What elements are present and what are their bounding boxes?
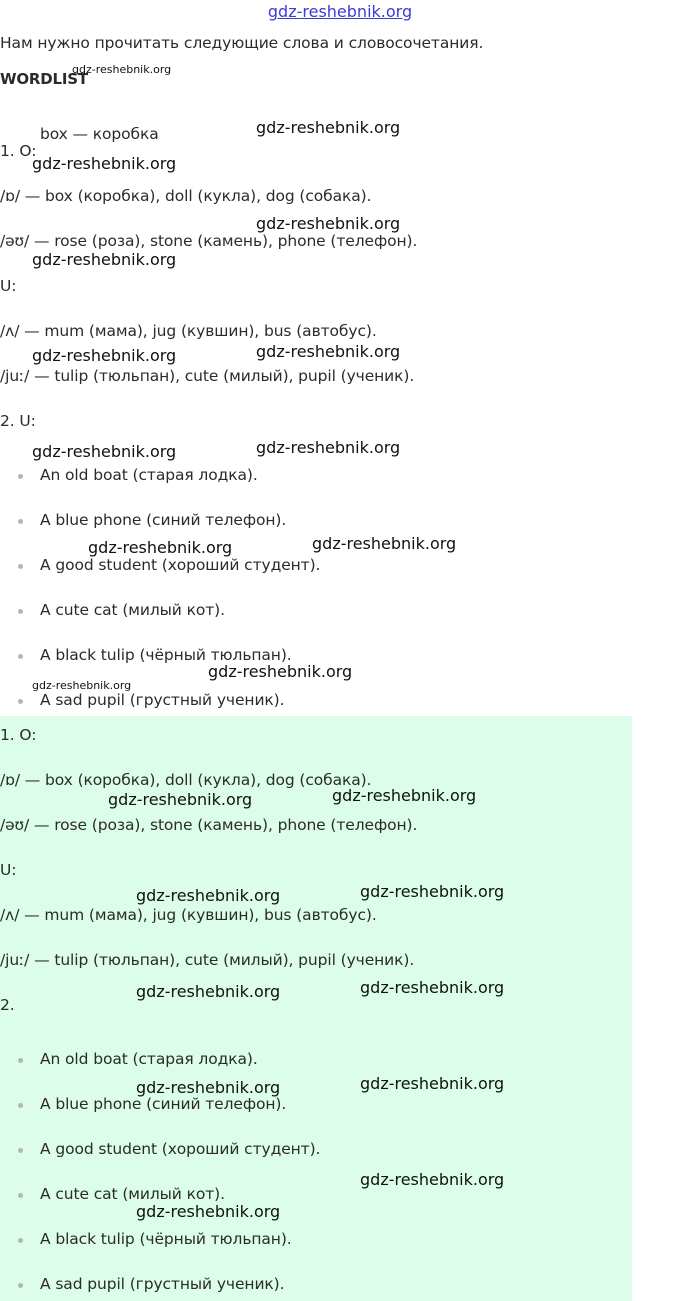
- watermark: gdz-reshebnik.org: [312, 534, 457, 553]
- bullet-icon: [18, 1148, 23, 1153]
- bullet-icon: [18, 474, 23, 479]
- watermark: gdz-reshebnik.org: [32, 346, 177, 365]
- bullet-icon: [18, 1193, 23, 1198]
- watermark: gdz-reshebnik.org: [88, 538, 233, 557]
- watermark: gdz-reshebnik.org: [32, 154, 177, 173]
- bullet-icon: [18, 564, 23, 569]
- wordlist-clipped-line: box — коробка: [40, 125, 159, 143]
- watermark: gdz-reshebnik.org: [360, 882, 505, 901]
- list-item-text: An old boat (старая лодка).: [40, 1050, 258, 1068]
- bullet-icon: [18, 654, 23, 659]
- watermark: gdz-reshebnik.org: [136, 1202, 281, 1221]
- list-item-text: A sad pupil (грустный ученик).: [40, 1275, 285, 1293]
- u-line-long: /juː/ — tulip (тюльпан), cute (милый), pupil (ученик).: [0, 367, 415, 385]
- list-item-text: A black tulip (чёрный тюльпан).: [40, 646, 292, 664]
- o-line-short: /ɒ/ — box (коробка), doll (кукла), dog (собака).: [0, 771, 372, 789]
- list-item-text: A black tulip (чёрный тюльпан).: [40, 1230, 292, 1248]
- o-line-long: /əʊ/ — rose (роза), stone (камень), phone (телефон).: [0, 232, 418, 250]
- watermark: gdz-reshebnik.org: [256, 438, 401, 457]
- list-item-text: A blue phone (синий телефон).: [40, 1095, 287, 1113]
- watermark: gdz-reshebnik.org: [72, 63, 172, 76]
- watermark: gdz-reshebnik.org: [256, 214, 401, 233]
- u-label: U:: [0, 277, 17, 295]
- watermark: gdz-reshebnik.org: [136, 886, 281, 905]
- phrases-label: 2.: [0, 996, 15, 1014]
- watermark: gdz-reshebnik.org: [32, 442, 177, 461]
- bullet-icon: [18, 519, 23, 524]
- u-line-short: /ʌ/ — mum (мама), jug (кувшин), bus (автобус).: [0, 322, 377, 340]
- watermark: gdz-reshebnik.org: [256, 118, 401, 137]
- watermark: gdz-reshebnik.org: [136, 1078, 281, 1097]
- intro-text: Нам нужно прочитать следующие слова и словосочетания.: [0, 34, 484, 52]
- watermark: gdz-reshebnik.org: [360, 978, 505, 997]
- o-label: 1. O:: [0, 142, 37, 160]
- o-line-short: /ɒ/ — box (коробка), doll (кукла), dog (собака).: [0, 187, 372, 205]
- o-line-long: /əʊ/ — rose (роза), stone (камень), phone (телефон).: [0, 816, 418, 834]
- watermark: gdz-reshebnik.org: [208, 662, 353, 681]
- watermark: gdz-reshebnik.org: [32, 250, 177, 269]
- u-line-short: /ʌ/ — mum (мама), jug (кувшин), bus (автобус).: [0, 906, 377, 924]
- list-item-text: A good student (хороший студент).: [40, 1140, 321, 1158]
- watermark: gdz-reshebnik.org: [360, 1170, 505, 1189]
- u-label: U:: [0, 861, 17, 879]
- u-line-long: /juː/ — tulip (тюльпан), cute (милый), pupil (ученик).: [0, 951, 415, 969]
- watermark: gdz-reshebnik.org: [332, 786, 477, 805]
- list-item-text: A cute cat (милый кот).: [40, 601, 225, 619]
- bullet-icon: [18, 609, 23, 614]
- list-item-text: A blue phone (синий телефон).: [40, 511, 287, 529]
- watermark: gdz-reshebnik.org: [360, 1074, 505, 1093]
- watermark: gdz-reshebnik.org: [256, 342, 401, 361]
- o-label: 1. O:: [0, 726, 37, 744]
- bullet-icon: [18, 1103, 23, 1108]
- bullet-icon: [18, 1058, 23, 1063]
- phrases-label: 2. U:: [0, 412, 36, 430]
- list-item-text: A sad pupil (грустный ученик).: [40, 691, 285, 709]
- list-item-text: An old boat (старая лодка).: [40, 466, 258, 484]
- watermark: gdz-reshebnik.org: [136, 982, 281, 1001]
- watermark: gdz-reshebnik.org: [32, 679, 132, 692]
- answer-block: [0, 716, 632, 1301]
- watermark: gdz-reshebnik.org: [108, 790, 253, 809]
- list-item-text: A good student (хороший студент).: [40, 556, 321, 574]
- site-link[interactable]: gdz-reshebnik.org: [267, 2, 413, 21]
- bullet-icon: [18, 1238, 23, 1243]
- bullet-icon: [18, 1283, 23, 1288]
- list-item-text: A cute cat (милый кот).: [40, 1185, 225, 1203]
- bullet-icon: [18, 699, 23, 704]
- wordlist-heading: WORDLIST: [0, 70, 88, 88]
